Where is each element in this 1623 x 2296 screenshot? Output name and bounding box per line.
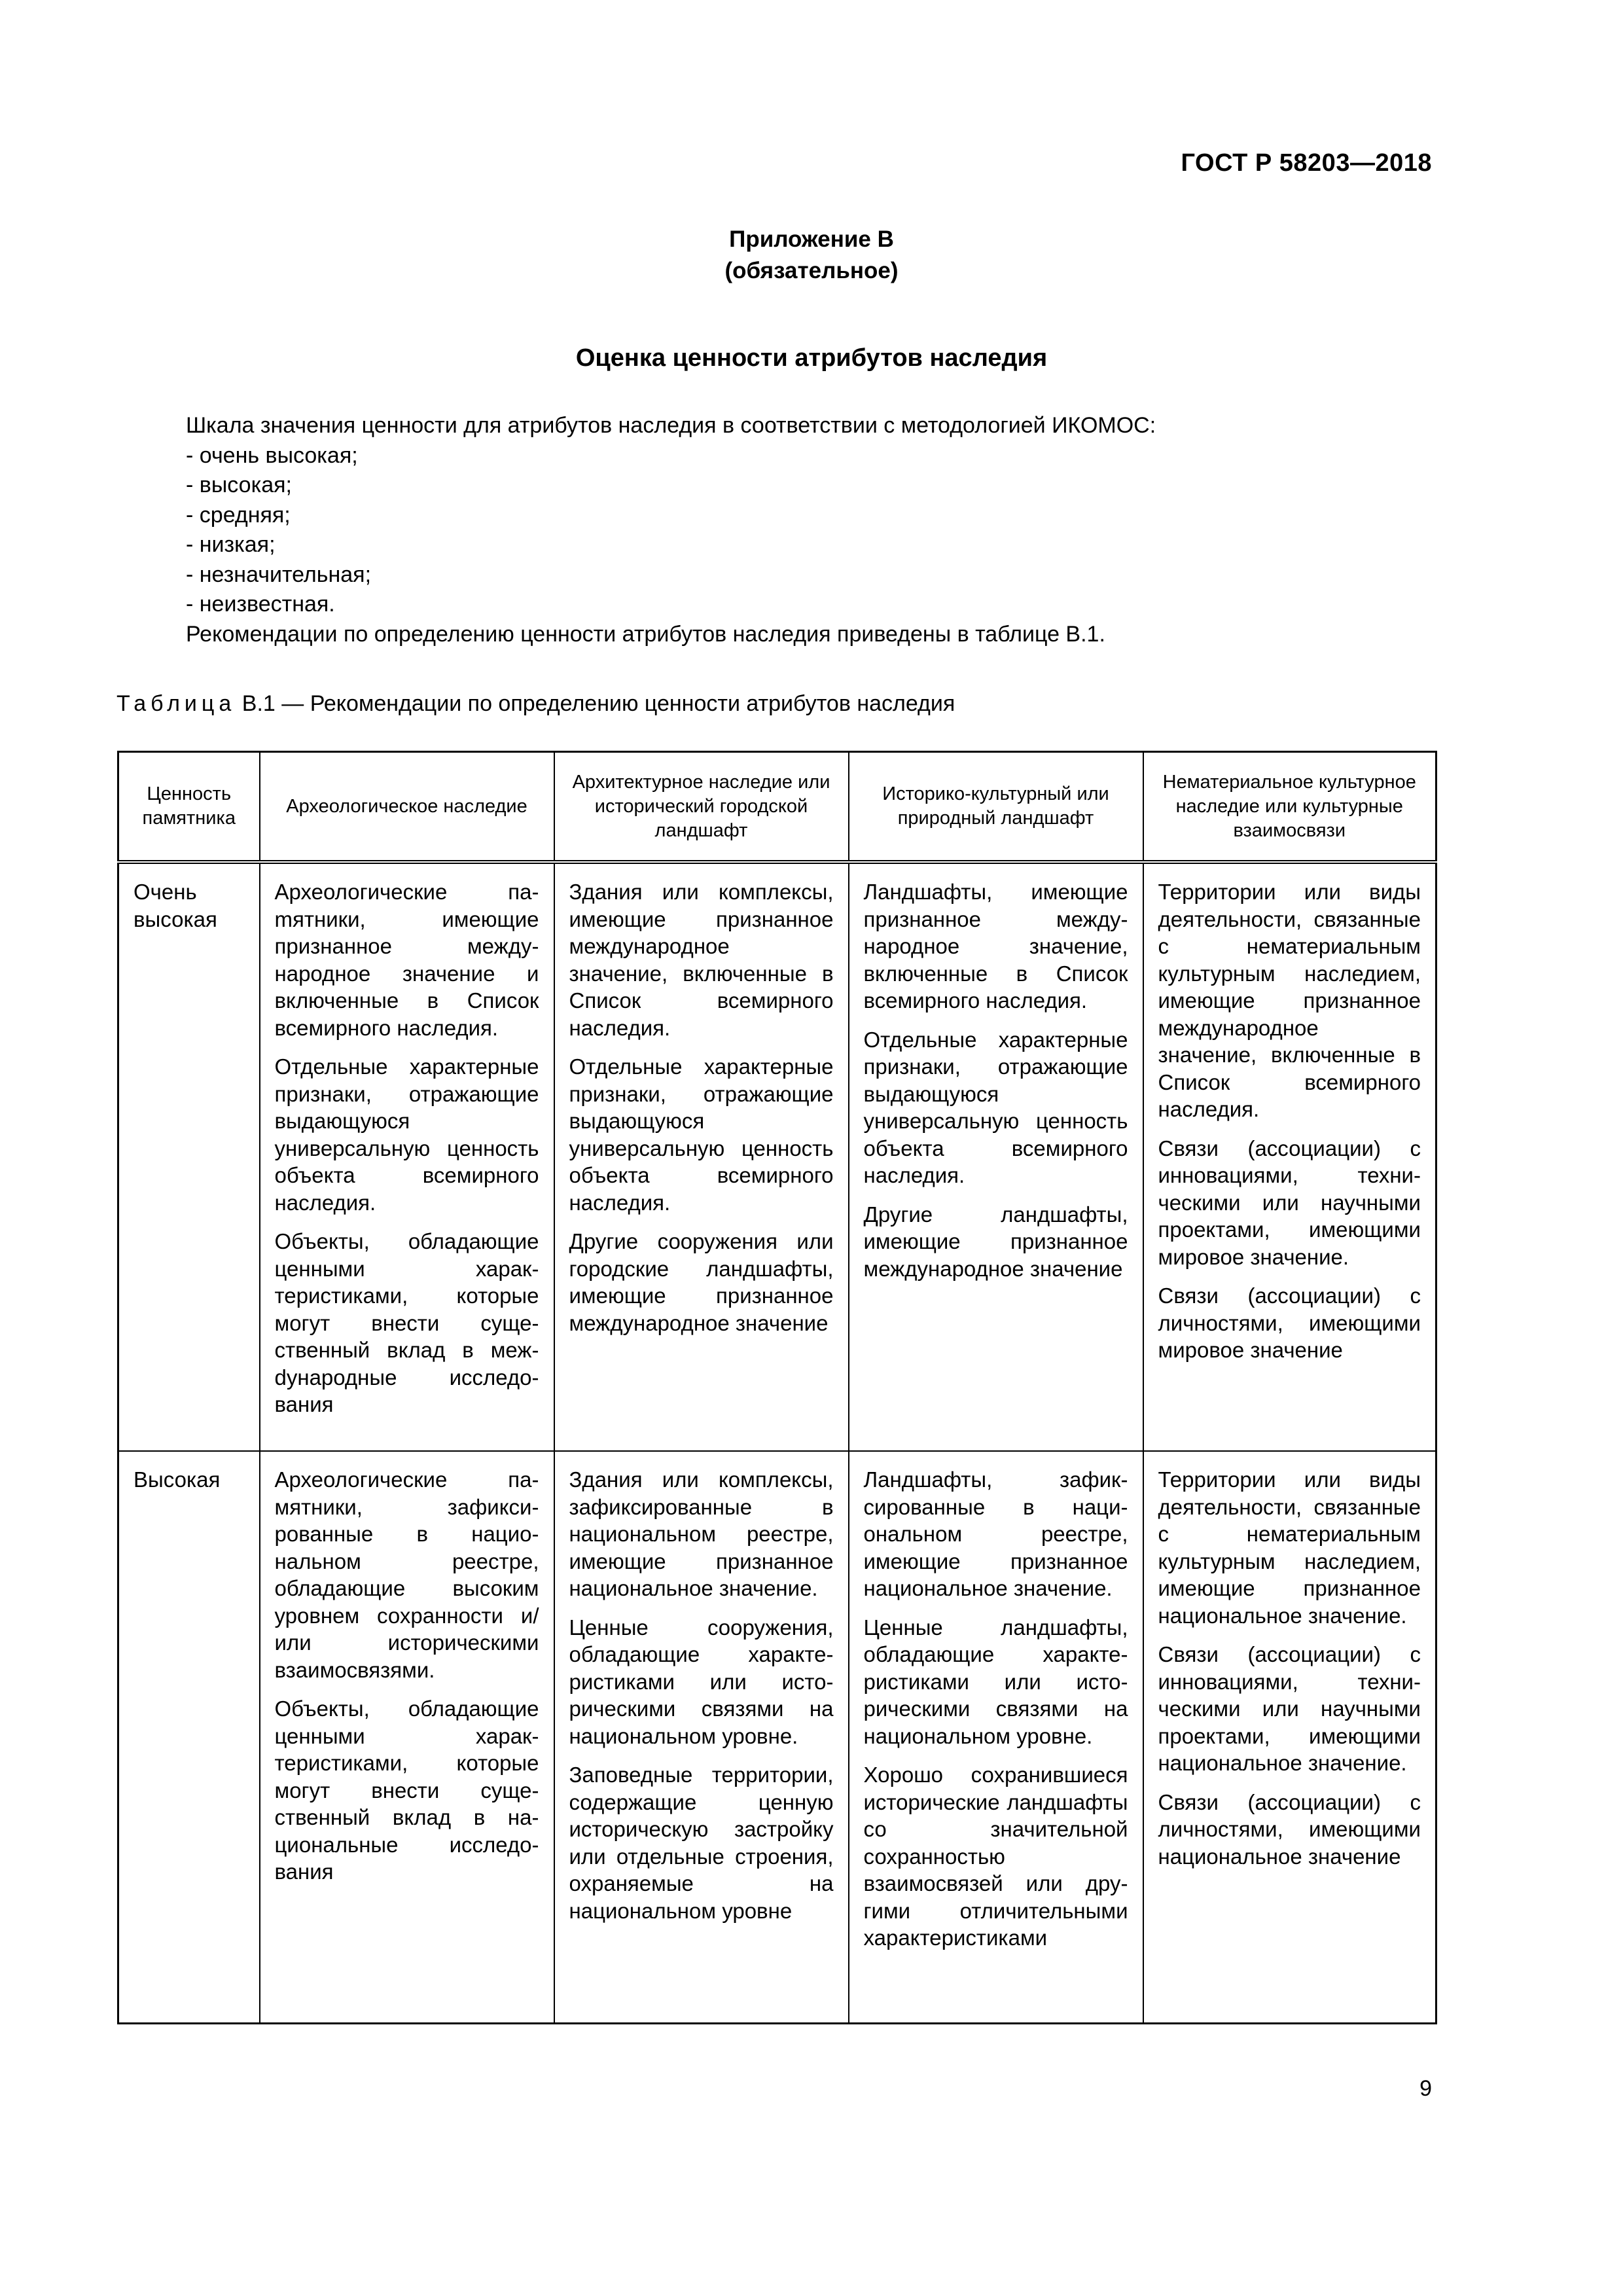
header-architectural: Архитектурное наследие или исторический городской ландшафт — [554, 752, 849, 863]
cell-paragraph: Ценные сооружения, обладающие характеристиками или историческими связями на национальном уровне. — [569, 1615, 834, 1748]
cell-paragraph: Объекты, обладающие ценными характеристиками, которые могут внести существенный вклад в национальные исследования — [274, 1696, 539, 1884]
cell-paragraph: Другие сооружения или городские ландшафты, имеющие признанное международное значение — [569, 1229, 834, 1335]
table-cell — [260, 1451, 554, 2024]
scale-item: - низкая; — [186, 530, 1429, 560]
cell-paragraph: Объекты, обладающие ценными характеристиками, которые могут внести существенный вклад в межdународные исследования — [274, 1229, 539, 1416]
intro-lead: Шкала значения ценности для атрибутов наследия в соответствии с методологией ИКОМОС: — [186, 413, 1156, 438]
cell-paragraph: Другие ландшафты, имеющие признанное международное значение — [863, 1202, 1128, 1281]
table-caption — [116, 691, 955, 717]
document-code: ГОСТ Р 58203—2018 — [1181, 149, 1432, 177]
cell-paragraph: Связи (ассоциации) с личностями, имеющими национальное значение — [1158, 1789, 1421, 1869]
table-cell — [260, 862, 554, 1451]
scale-item: - высокая; — [186, 471, 1429, 501]
table-caption-label: Таблица — [116, 691, 236, 716]
scale-item: - средняя; — [186, 501, 1429, 531]
cell-paragraph: Связи (ассоциации) с личностями, имеющими мировое значение — [1158, 1283, 1421, 1362]
cell-paragraph: Территории или виды деятельности, связанные с нематериальным культурным наследием, имеющие признанное международное значение, включенные в Список всемирного наследия. — [1158, 880, 1421, 1121]
intro-closing: Рекомендации по определению ценности атрибутов наследия приведены в таблице В.1. — [186, 621, 1105, 647]
cell-paragraph: Связи (ассоциации) с инновациями, техническими или научными проектами, имеющими мировое значение. — [1158, 1136, 1421, 1269]
cell-paragraph: Ландшафты, имеющие признанное международное значение, включенные в Список всемирного наследия. — [863, 880, 1128, 1013]
scale-item: - неизвестная. — [186, 590, 1429, 620]
cell-paragraph: Заповедные территории, содержащие ценную историческую застройку или отдельные строения, охраняемые на национальном уровне — [569, 1763, 834, 1923]
header-value: Ценность памятника — [118, 752, 260, 863]
table-cell — [1143, 1451, 1436, 2024]
intro-block — [186, 411, 1429, 649]
header-landscape: Историко-культурный или природный ландшафт — [849, 752, 1143, 863]
cell-paragraph: Ландшафты, зафиксированные в национальном реестре, имеющие признанное национальное значение. — [863, 1467, 1128, 1600]
table-cell — [1143, 862, 1436, 1451]
table-caption-text: В.1 — Рекомендации по определению ценности атрибутов наследия — [241, 691, 955, 716]
table-cell — [554, 862, 849, 1451]
cell-paragraph: Связи (ассоциации) с инновациями, техническими или научными проектами, имеющими национальное значение. — [1158, 1642, 1421, 1775]
header-intangible: Нематериальное культурное наследие или культурные взаимосвязи — [1143, 752, 1436, 863]
cell-paragraph: Археологические паmятники, имеющие признанное международное значение и включенные в Список всемирного наследия. — [274, 880, 539, 1040]
value-scale-list — [186, 441, 1429, 620]
cell-paragraph: Здания или комплексы, зафиксированные в национальном реестре, имеющие признанное национальное значение. — [569, 1467, 834, 1600]
table-cell — [554, 1451, 849, 2024]
cell-paragraph: Территории или виды деятельности, связанные с нематериальным культурным наследием, имеющие признанное национальное значение. — [1158, 1467, 1421, 1628]
cell-paragraph: Ценные ландшафты, обладающие характеристиками или историческими связями на национальном уровне. — [863, 1615, 1128, 1748]
table-cell — [849, 1451, 1143, 2024]
cell-paragraph: Отдельные характерные признаки, отражающие выдающуюся универсальную ценность объекта всемирного наследия. — [863, 1027, 1128, 1187]
table-row — [118, 1451, 1436, 2024]
appendix-title: Приложение В — [729, 226, 894, 252]
row-value-label: Высокая — [118, 1451, 260, 2024]
section-title: Оценка ценности атрибутов наследия — [575, 344, 1048, 372]
appendix-heading — [0, 224, 1623, 287]
cell-paragraph: Хорошо сохранившиеся исторические ландшафты со значительной сохранностью взаимосвязей или другими отличительными характеристиками — [863, 1763, 1128, 1950]
header-archaeological: Археологическое наследие — [260, 752, 554, 863]
scale-item: - очень высокая; — [186, 441, 1429, 471]
table-row — [118, 862, 1436, 1451]
row-value-label: Очень высокая — [118, 862, 260, 1451]
heritage-value-table — [117, 751, 1437, 2024]
appendix-status: (обязательное) — [724, 258, 899, 283]
table-header-row — [118, 752, 1436, 863]
table-cell — [849, 862, 1143, 1451]
cell-paragraph: Здания или комплексы, имеющие признанное международное значение, включенные в Список всемирного наследия. — [569, 880, 834, 1040]
cell-paragraph: Отдельные характерные признаки, отражающие выдающуюся универсальную ценность объекта всемирного наследия. — [274, 1054, 539, 1215]
cell-paragraph: Отдельные характерные признаки, отражающие выдающуюся универсальную ценность объекта всемирного наследия. — [569, 1054, 834, 1215]
scale-item: - незначительная; — [186, 560, 1429, 590]
page-number: 9 — [1419, 2076, 1432, 2101]
cell-paragraph: Археологические памятники, зафиксированные в национальном реестре, обладающие высоким уровнем сохранности и/или историческими взаимосвязями. — [274, 1467, 539, 1682]
